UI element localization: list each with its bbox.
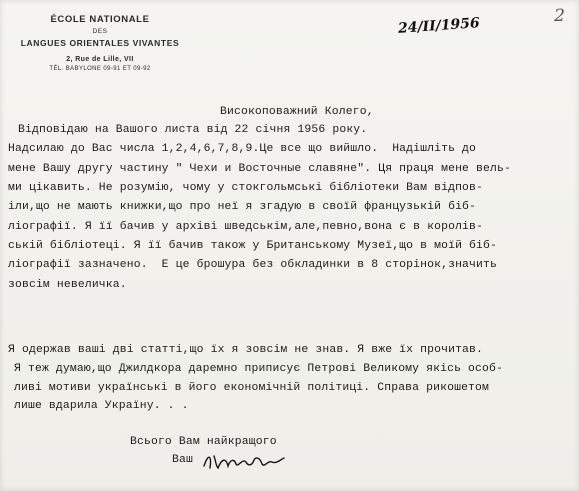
letter-line: ській бібліотеці. Я її бачив також у Британському Музеї,що в моїй біб- (8, 240, 497, 252)
handwritten-page-number: 2 (554, 6, 565, 26)
letter-line: ліографії. Я її бачив у архіві шведськім,але,певно,вона є в королів- (8, 221, 484, 233)
letter-line: іли,що не мають книжки,що про неї я згадую в своїй французькій біб- (8, 201, 477, 213)
letter-line: зовсім невеличка. (8, 279, 127, 291)
letter-line: Я одержав ваші дві статті,що їх я зовсім не знав. Я вже їх прочитав. (8, 344, 484, 356)
letter-line: Відповідаю на Вашого листа від 22 січня 1956 року. (18, 124, 368, 136)
letter-sign-off: Ваш (172, 454, 193, 466)
letter-closing: Всього Вам найкращого (130, 436, 277, 448)
letter-line: Надсилаю до Вас числа 1,2,4,6,7,8,9.Це все що вийшло. Надішліть до (8, 143, 477, 155)
letter-line: лише вдарила Україну. . . (14, 400, 189, 412)
handwritten-signature (202, 450, 286, 472)
letter-line: ми цікавить. Не розумію, чому у стокгольмські бібліотеки Вам відпов- (8, 182, 484, 194)
letterhead-address: 2, Rue de Lille, VII (66, 56, 134, 63)
letter-salutation: Високоповажний Колего, (220, 106, 374, 118)
letter-line: Я теж думаю,що Джилдкора даремно приписує Петрові Великому якісь особ- (14, 363, 503, 375)
letterhead (10, 14, 190, 72)
letter-line: ливі мотиви українські в його економічній політиці. Справа рикошетом (14, 382, 490, 394)
handwritten-date: 24/II/1956 (397, 15, 481, 37)
letterhead-school-name: ÉCOLE NATIONALE (50, 14, 150, 25)
letterhead-telephone: TÉL. BABYLONE 09-91 ET 09-92 (49, 66, 151, 72)
letterhead-des: DES (92, 28, 108, 35)
letterhead-langues: LANGUES ORIENTALES VIVANTES (20, 38, 180, 48)
letter-line: ліографії зазначено. Е це брошура без обкладинки в 8 сторінок,значить (8, 259, 497, 271)
letter-line: мене Вашу другу частину " Чехи и Восточные славяне". Ця праця мене вель- (8, 163, 511, 175)
